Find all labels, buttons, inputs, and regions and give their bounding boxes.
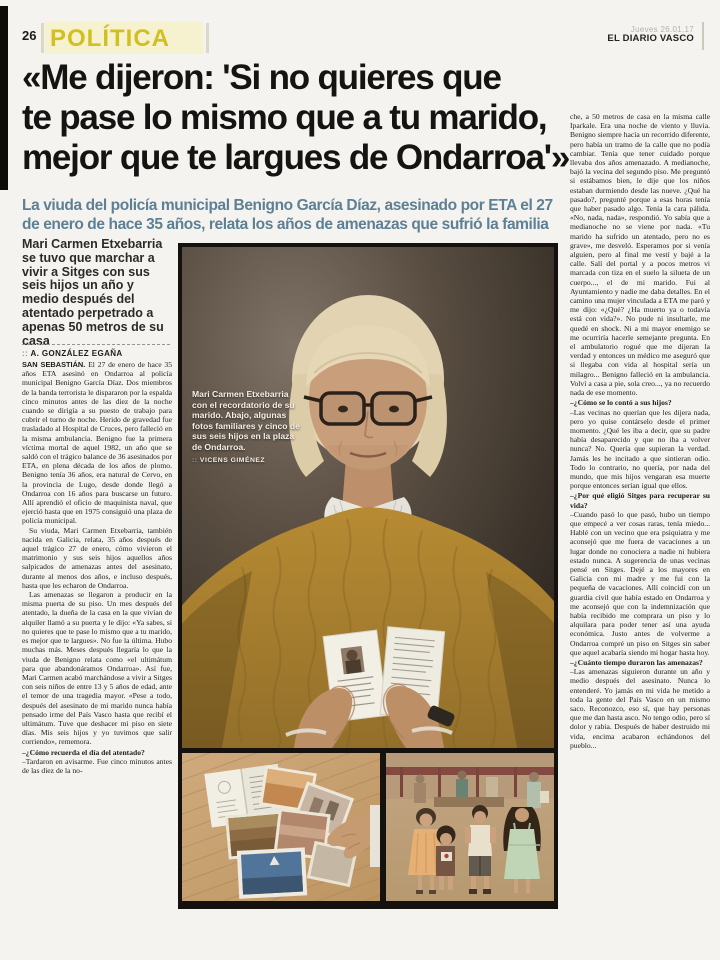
photo-block — [178, 243, 558, 909]
photo-credit — [192, 456, 300, 467]
page-number: 26 — [22, 28, 37, 43]
secondary-photos-row — [182, 753, 554, 901]
body-paragraph: –Tardaron en avisarme. Fue cinco minutos antes de las diez de la no- — [22, 756, 172, 775]
headline-line: mejor que te largues de Ondarroa'» — [22, 138, 570, 177]
headline — [22, 58, 569, 178]
portrait-illustration — [182, 247, 554, 748]
credit-name: VICENS GIMÉNEZ — [199, 456, 266, 464]
body-paragraph: –Las amenazas siguieron durante un año y medio después del asesinato. Nunca lo entenderé. Yo jamás en mi vida he metido a toda la gente del País Vasco en un mismo saco. Reconozco, eso sí, que hay personas que me dan hasta asco. No tengo odio, pero sí dolor y rabia. Después de haber destruido mi vida, encima acabaron echándonos del pueblo... — [570, 667, 710, 750]
scan-edge-mark — [0, 6, 8, 190]
issue-date: Jueves 26.01.17 — [630, 25, 694, 34]
right-column — [570, 112, 710, 918]
old-photo — [237, 847, 307, 898]
subheadline-line: de enero de hace 35 años, relata los años de amenazas que sufrió la familia — [22, 216, 549, 233]
section-title: POLÍTICA — [50, 25, 170, 52]
masthead-rule — [702, 22, 704, 50]
left-column — [22, 360, 172, 912]
body-paragraph — [22, 360, 172, 526]
interview-question: –¿Por qué eligió Sitges para recuperar su vida? — [570, 491, 710, 510]
masthead-block — [607, 25, 694, 45]
interview-question: –¿Cómo se lo contó a sus hijos? — [570, 398, 672, 408]
children-plaza-illustration — [386, 753, 554, 901]
caption-text: Mari Carmen Etxebarria con el recordatorio de su marido. Abajo, algunas fotos familiares y cinco de sus seis hijos en la plaza de Ondarroa. — [192, 389, 300, 452]
children-plaza-photo — [386, 753, 554, 901]
masthead-title: EL DIARIO VASCO — [607, 33, 694, 45]
subheadline-line: La viuda del policía municipal Benigno García Díaz, asesinado por ETA el 27 — [22, 197, 553, 214]
section-divider-right — [206, 23, 209, 53]
paragraph-text: El 27 de enero de hace 35 años ETA asesinó en Ondarroa al policía municipal Benigno García Díaz. Dos miembros de la banda terrorista le dispararon por la espalda cinco minutos antes de las diez de la noche cuando se dirigía a su puesto de trabajo para cubrir el turno de noche. Herido de gravedad fue trasladado al Hospital de Cruces, pero falleció en la misma ambulancia. Benigno fue la primera víctima mortal de aquel 1982, un año que se saldó con el trágico balance de 36 asesinados por ETA, en plena década de los años de plomo. Benigno tenía 36 años, era natural de Cervo, en la provincia de Lugo, desde donde llegó a Ondarroa con 16 años para buscarse un futuro. Allí aprendió el oficio de maquinista naval, que ejerció hasta que en 1975 consiguió una plaza de policía municipal. — [22, 360, 172, 526]
interview-question: –¿Cómo recuerda el día del atentado? — [22, 747, 145, 757]
byline-name: A. GONZÁLEZ EGAÑA — [30, 349, 123, 358]
body-paragraph: –Las vecinas no querían que les dijera nada, pero yo quise contárselo desde el primer momento. ¿Qué les iba a decir, que su padre había desaparecido y que no iba a volver nunca? No. Quería que supieran la verdad. Jamás les he incitado a que sintieran odio. Todo lo contrario, no quería, por nada del mundo, que mis hijos vengaran esa muerte porque entonces serían igual que ellos. — [570, 407, 710, 491]
section-divider-left — [41, 23, 44, 53]
main-portrait-photo — [182, 247, 554, 748]
byline-marker: :: — [22, 349, 29, 358]
body-paragraph: Su viuda, Mari Carmen Etxebarria, también nacida en Galicia, relata, 35 años después de aquel trágico 27 de enero, cómo vivieron el matrimonio y sus seis hijos aquellos años salpicados de amenazas antes del asesinato, durante al menos dos años, e incluso después, hasta que les echaron de Ondarroa. — [22, 525, 172, 590]
dateline: SAN SEBASTIÁN. — [22, 360, 86, 369]
headline-line: «Me dijeron: 'Si no quieres que — [22, 58, 501, 97]
interview-question: –¿Cuánto tiempo duraron las amenazas? — [570, 657, 703, 667]
byline-rule — [22, 344, 170, 345]
headline-line: te pase lo mismo que a tu marido, — [22, 98, 547, 137]
byline — [22, 349, 123, 358]
standfirst: Mari Carmen Etxebarria se tuvo que marchar a vivir a Sitges con sus seis hijos un año y medio después del atentado perpetrado a apenas 50 metros de su casa — [22, 237, 164, 348]
body-paragraph: Las amenazas se llegaron a producir en la misma puerta de su piso. Un mes después del atentado, la dueña de la casa en la que vivían de alquiler llamó a su puerta y le dijo: «Ya sabes, si no quieres que te pase lo mismo que a tu marido, es mejor que te largues». No fue la última. Hubo muchas más. Meses después llegaría lo que la viuda de Benigno relata como «el ultimátum para que abandonáramos Ondarroa». Así fue, Mari Carmen acabó marchándose a vivir a Sitges con seis niños de entre 13 y 5 años de edad, ante el temor de una tragedia mayor. «Pese a todo, después del asesinato de mi marido nunca había pensado irme del País Vasco hasta que recibí el ultimátum. Tuve que deshacer mi piso en siete días. Mis seis hijos y yo tuvimos que salir corriendo», rememora. — [22, 590, 172, 747]
photo-caption — [192, 389, 300, 466]
subheadline — [22, 196, 553, 234]
family-photos-photo — [182, 753, 380, 901]
family-photos-illustration — [182, 753, 380, 901]
body-paragraph: che, a 50 metros de casa en la misma calle Iparkale. Era una noche de viento y lluvia. Benigno siempre hacía un recorrido diferente, pero había un tramo de la calle que no podía cambiar. Tenía que tener cuidado porque llevaba dos años amenazado. A medianoche, bajó la vecina del segundo piso. Me preguntó si estábamos bien, le dije que los niños estaban durmiendo desde las nueve. ¿Qué ha pasado?, pregunté porque a esas horas tenía que haber pasado algo. Tenía la cara pálida. «No, nada, nada», respondió. Yo sabía que a medianoche no se viene por nada. «Tu marido ha sufrido un atentado, pero no es grave», me desveló. Esperamos por si venía alguien, pero al final me vestí y bajé a la calle. Salí del portal y a pocos metros vi marcada con tiza en el suelo la silueta de un cuerpo..., el de mi marido. Fui al Ayuntamiento y nadie me daba detalles. En el camino una mujer vinculada a ETA me paró y me dijo: «¿Qué? ¿Ha muerto ya o todavía está con vida?». No pude ni insultarle, me quedé en shock. Ni a mi mayor enemigo se me ocurriría hacerle semejante pregunta. En el ambulatorio rogué que me dijeran la verdad y entonces un médico me aseguró que si llegaba con vida al hospital sería un milagro... Benigno falleció en la ambulancia. Volví a casa a pie, sola creo..., ya no recuerdo nada de ese momento. — [570, 112, 710, 398]
body-paragraph: –Cuando pasó lo que pasó, hubo un tiempo que empecé a ver cosas raras, tenía miedo... Hablé con un vecino que era psiquiatra y me aconsejó que me fuera de vacaciones a un lugar donde no conociera a nadie ni hubiera estado nunca. A sugerencia de unas vecinas pensé en Sitges. Dejé a los mayores en Galicia con mi madre y me fui con la pequeña de vacaciones. Allí coincidí con un guardia civil que había estado en Ondarroa y me aconsejó que con la indemnización que había recibido me comprara un piso y lo alquilara para poder tener así una ayuda económica. Justo antes de volverme a Ondarroa compré un piso en Sitges sin saber que aquel acabaría siendo mi hogar hasta hoy. — [570, 509, 710, 657]
credit-marker: :: — [192, 456, 198, 464]
